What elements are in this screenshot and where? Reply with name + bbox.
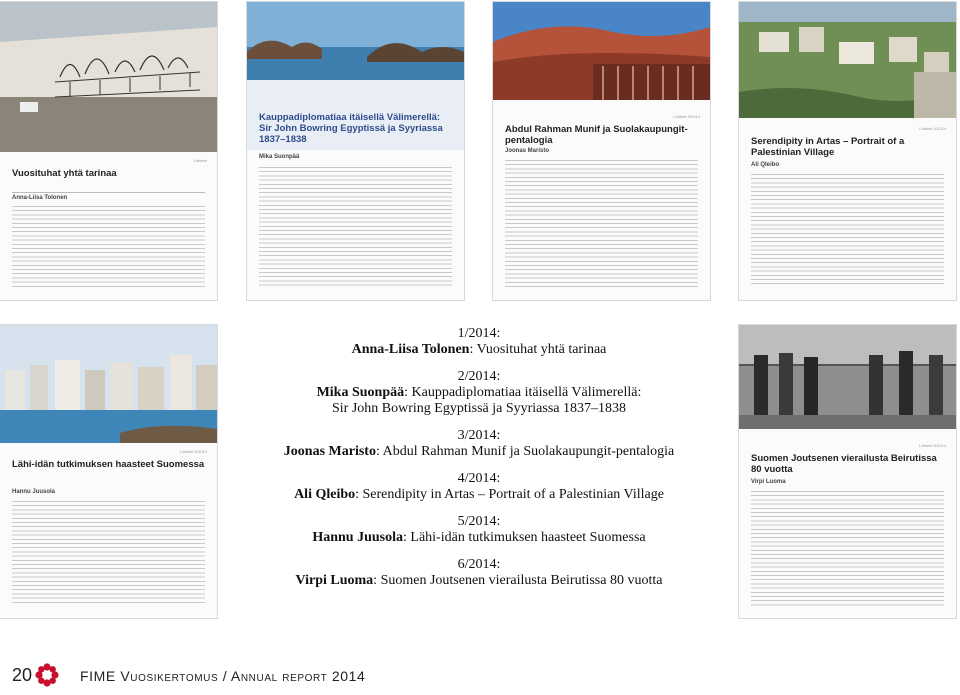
thumb-6-author: Virpi Luoma [751,479,786,485]
thumb-2-title: Kauppadiplomatiaa itäisellä Välimerellä: Sir John Bowring Egyptissä ja Syyriassa 1837–1838 [259,112,443,145]
footer-title: FIME Vuosikertomus / Annual report 2014 [80,668,366,684]
thumbnail-issue-4: Lähteet 4/2014 Serendipity in Artas – Portrait of a Palestinian Village Ali Qleibo [739,2,956,300]
issue-title: Abdul Rahman Munif ja Suolakaupungit-pentalogia [382,444,675,459]
issue-number: 1/2014: [457,326,501,341]
issue-entry-2: 2/2014: Mika Suonpää: Kauppadiplomatiaa itäisellä Välimerellä: Sir John Bowring Egyptissä ja Syyriassa 1837–1838 [222,369,736,417]
thumbnail-issue-5: Lähteet 5/2014 Lähi-idän tutkimuksen haasteet Suomessa Hannu Juusola [0,325,217,618]
issue-title: Kauppadiplomatiaa itäisellä Välimerellä: [411,385,642,400]
issue-entry-3: 3/2014: Joonas Maristo: Abdul Rahman Munif ja Suolakaupungit-pentalogia [222,428,736,460]
thumb-4-title: Serendipity in Artas – Portrait of a Palestinian Village [751,136,905,158]
issue-author: Ali Qleibo [294,487,356,502]
thumb-3-author: Joonas Maristo [505,148,550,154]
thumbnail-issue-1: Lähteet Vuosituhat yhtä tarinaa Anna-Liisa Tolonen [0,2,217,300]
thumb-2-author: Mika Suonpää [259,154,300,160]
issue-entry-5: 5/2014: Hannu Juusola: Lähi-idän tutkimuksen haasteet Suomessa [222,514,736,546]
desert-photo [493,2,710,100]
issue-title: Serendipity in Artas – Portrait of a Palestinian Village [362,487,664,502]
fime-logo-icon [34,662,60,688]
issue-number: 6/2014: [457,557,501,572]
issue-title-line2: Sir John Bowring Egyptissä ja Syyriassa 1837–1838 [332,401,626,416]
page-footer [0,655,960,695]
issue-author: Hannu Juusola [312,530,404,545]
page-number: 20 [12,665,33,685]
thumb-1-author: Anna-Liisa Tolonen [12,195,68,201]
thumbnail-issue-3: Lähteet 3/2014 Abdul Rahman Munif ja Suolakaupungit-pentalogia Joonas Maristo [493,2,710,300]
issue-number: 2/2014: [457,369,501,384]
thumb-5-title: Lähi-idän tutkimuksen haasteet Suomessa [12,459,205,470]
issue-title: Vuosituhat yhtä tarinaa [476,342,607,357]
thumb-1-title: Vuosituhat yhtä tarinaa [12,168,117,179]
thumbnail-issue-2 [247,2,464,300]
thumbnail-issue-6: Lähteet 6/2014 Suomen Joutsenen vierailusta Beirutissa 80 vuotta Virpi Luoma [739,325,956,618]
issue-entry-4: 4/2014: Ali Qleibo: Serendipity in Artas – Portrait of a Palestinian Village [222,471,736,503]
issue-entry-6: 6/2014: Virpi Luoma: Suomen Joutsenen vierailusta Beirutissa 80 vuotta [222,557,736,589]
issue-number: 5/2014: [457,514,501,529]
issue-author: Joonas Maristo [283,444,376,459]
beirut-skyline-photo [0,325,217,443]
thumb-6-title: Suomen Joutsenen vierailusta Beirutissa 80 vuotta [751,453,937,475]
issue-list [222,326,736,600]
issue-title: Lähi-idän tutkimuksen haasteet Suomessa [410,530,646,545]
historic-bw-photo [739,325,956,429]
issue-number: 3/2014: [457,428,501,443]
issue-entry-1: 1/2014: Anna-Liisa Tolonen: Vuosituhat yhtä tarinaa [222,326,736,358]
coast-rocks-photo [247,2,464,80]
issue-number: 4/2014: [457,471,501,486]
thumb-5-author: Hannu Juusola [12,489,56,495]
issue-author: Anna-Liisa Tolonen [351,342,470,357]
wall-mural-photo [0,2,217,152]
issue-author: Mika Suonpää [316,385,405,400]
thumb-4-author: Ali Qleibo [751,162,780,168]
issue-author: Virpi Luoma [295,573,374,588]
village-photo [739,2,956,118]
issue-title: Suomen Joutsenen vierailusta Beirutissa 80 vuotta [380,573,663,588]
thumb-3-title: Abdul Rahman Munif ja Suolakaupungit-pentalogia [505,124,688,146]
